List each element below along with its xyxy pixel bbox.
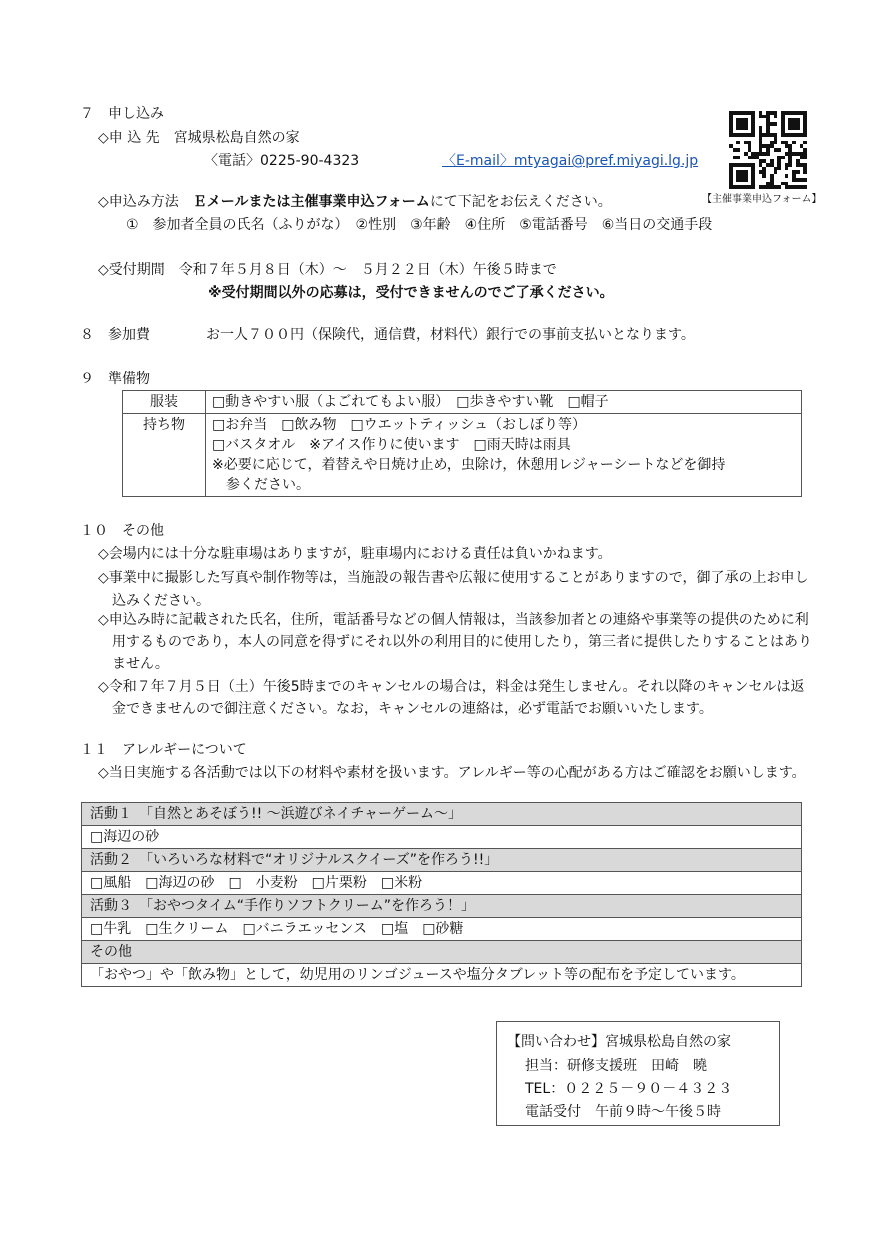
belongings-line <box>212 475 795 495</box>
table-row <box>123 414 802 497</box>
contact-title: 【問い合わせ】宮城県松島自然の家 <box>507 1034 731 1050</box>
belongings-line: □バスタオル ※アイス作りに使います □雨天時は雨具 <box>212 437 571 453</box>
notice-photos-cont: 込みください。 <box>112 593 210 609</box>
clothes-label: 服装 <box>123 391 206 414</box>
notice-privacy-cont1: 用するものであり，本人の同意を得ずにそれ以外の利用目的に使用したり，第三者に提供したりすることはあり <box>112 634 812 650</box>
method-suffix: にて下記をお伝えください。 <box>429 194 612 210</box>
notice-photos: ◇事業中に撮影した写真や制作物等は，当施設の報告書や広報に使用することがありますので，御了承の上お申し <box>98 570 809 586</box>
activity2-materials: □風船 □海辺の砂 □ 小麦粉 □片栗粉 □米粉 <box>82 872 801 895</box>
method-prefix: ◇申込み方法 <box>98 194 193 210</box>
belongings-line-cont: 参ください。 <box>226 477 310 493</box>
section7-heading: ７ 申し込み <box>80 106 164 122</box>
table-row <box>123 391 802 414</box>
qr-module <box>803 185 807 189</box>
section9-heading: ９ 準備物 <box>80 371 150 387</box>
other-title: その他 <box>82 941 801 964</box>
activity1-materials: □海辺の砂 <box>82 826 801 849</box>
activity3-materials: □牛乳 □生クリーム □バニラエッセンス □塩 □砂糖 <box>82 918 801 941</box>
belongings-line: □お弁当 □飲み物 □ウエットティッシュ（おしぼり等） <box>212 417 587 433</box>
other-materials: 「おやつ」や「飲み物」として，幼児用のリンゴジュースや塩分タブレット等の配布を予定しています。 <box>90 967 745 983</box>
belongings-line: ※必要に応じて，着替えや日焼け止め，虫除け，休憩用レジャーシートなどを御持 <box>212 457 726 473</box>
qr-code-icon[interactable] <box>729 111 807 189</box>
belongings-cell <box>206 414 802 497</box>
clothes-text: □動きやすい服（よごれてもよい服） □歩きやすい靴 □帽子 <box>206 391 802 414</box>
activity2-title: 活動２ 「いろいろな材料で“オリジナルスクイーズ”を作ろう!!」 <box>82 849 801 872</box>
allergy-table <box>81 802 802 987</box>
contact-person: 担当：研修支援班 田崎 曉 <box>525 1058 707 1074</box>
allergy-intro: ◇当日実施する各活動では以下の材料や素材を扱います。アレルギー等の心配がある方はご確認をお願いします。 <box>98 765 806 781</box>
reception-period: ◇受付期間 令和７年５月８日（木）～ ５月２２日（木）午後５時まで <box>98 262 557 278</box>
preparation-table <box>122 390 802 497</box>
section8-heading: ８ 参加費 <box>80 327 150 343</box>
notice-parking: ◇会場内には十分な駐車場はありますが，駐車場内における責任は負いかねます。 <box>98 546 612 562</box>
notice-cancel-cont: 金できませんので御注意ください。なお，キャンセルの連絡は，必ず電話でお願いいたします。 <box>112 701 713 717</box>
belongings-label: 持ち物 <box>123 414 206 497</box>
notice-privacy-cont2: ません。 <box>112 656 169 672</box>
fee-text: お一人７００円（保険代，通信費，材料代）銀行での事前支払いとなります。 <box>206 327 695 343</box>
reception-period-note: ※受付期間以外の応募は，受付できませんのでご了承ください。 <box>208 285 614 301</box>
qr-caption: 【主催事業申込フォーム】 <box>702 194 822 205</box>
activity1-title: 活動１ 「自然とあそぼう!! ～浜遊びネイチャーゲーム～」 <box>82 803 801 826</box>
contact-hours: 電話受付 午前９時～午後５時 <box>525 1104 721 1120</box>
contact-box <box>496 1021 780 1126</box>
method-bold: Ｅメールまたは主催事業申込フォーム <box>192 194 430 210</box>
application-method <box>98 194 612 211</box>
application-destination: ◇申 込 先 宮城県松島自然の家 <box>98 130 300 146</box>
required-items: ① 参加者全員の氏名（ふりがな） ②性別 ③年齢 ④住所 ⑤電話番号 ⑥当日の交通手段 <box>126 217 713 233</box>
contact-tel: TEL：０２２５－９０－４３２３ <box>525 1081 733 1097</box>
notice-cancel: ◇令和７年７月５日（土）午後5時までのキャンセルの場合は，料金は発生しません。それ以降のキャンセルは返 <box>98 679 805 695</box>
activity3-title: 活動３ 「おやつタイム“手作りソフトクリーム”を作ろう！」 <box>82 895 801 918</box>
phone-number: 〈電話〉0225-90-4323 <box>204 153 360 169</box>
notice-privacy: ◇申込み時に記載された氏名，住所，電話番号などの個人情報は，当該参加者との連絡や事業等の提供のために利 <box>98 612 809 628</box>
section10-heading: １０ その他 <box>80 523 164 539</box>
email-link[interactable]: 〈E-mail〉mtyagai@pref.miyagi.lg.jp <box>442 153 699 169</box>
section11-heading: １１ アレルギーについて <box>80 742 247 758</box>
